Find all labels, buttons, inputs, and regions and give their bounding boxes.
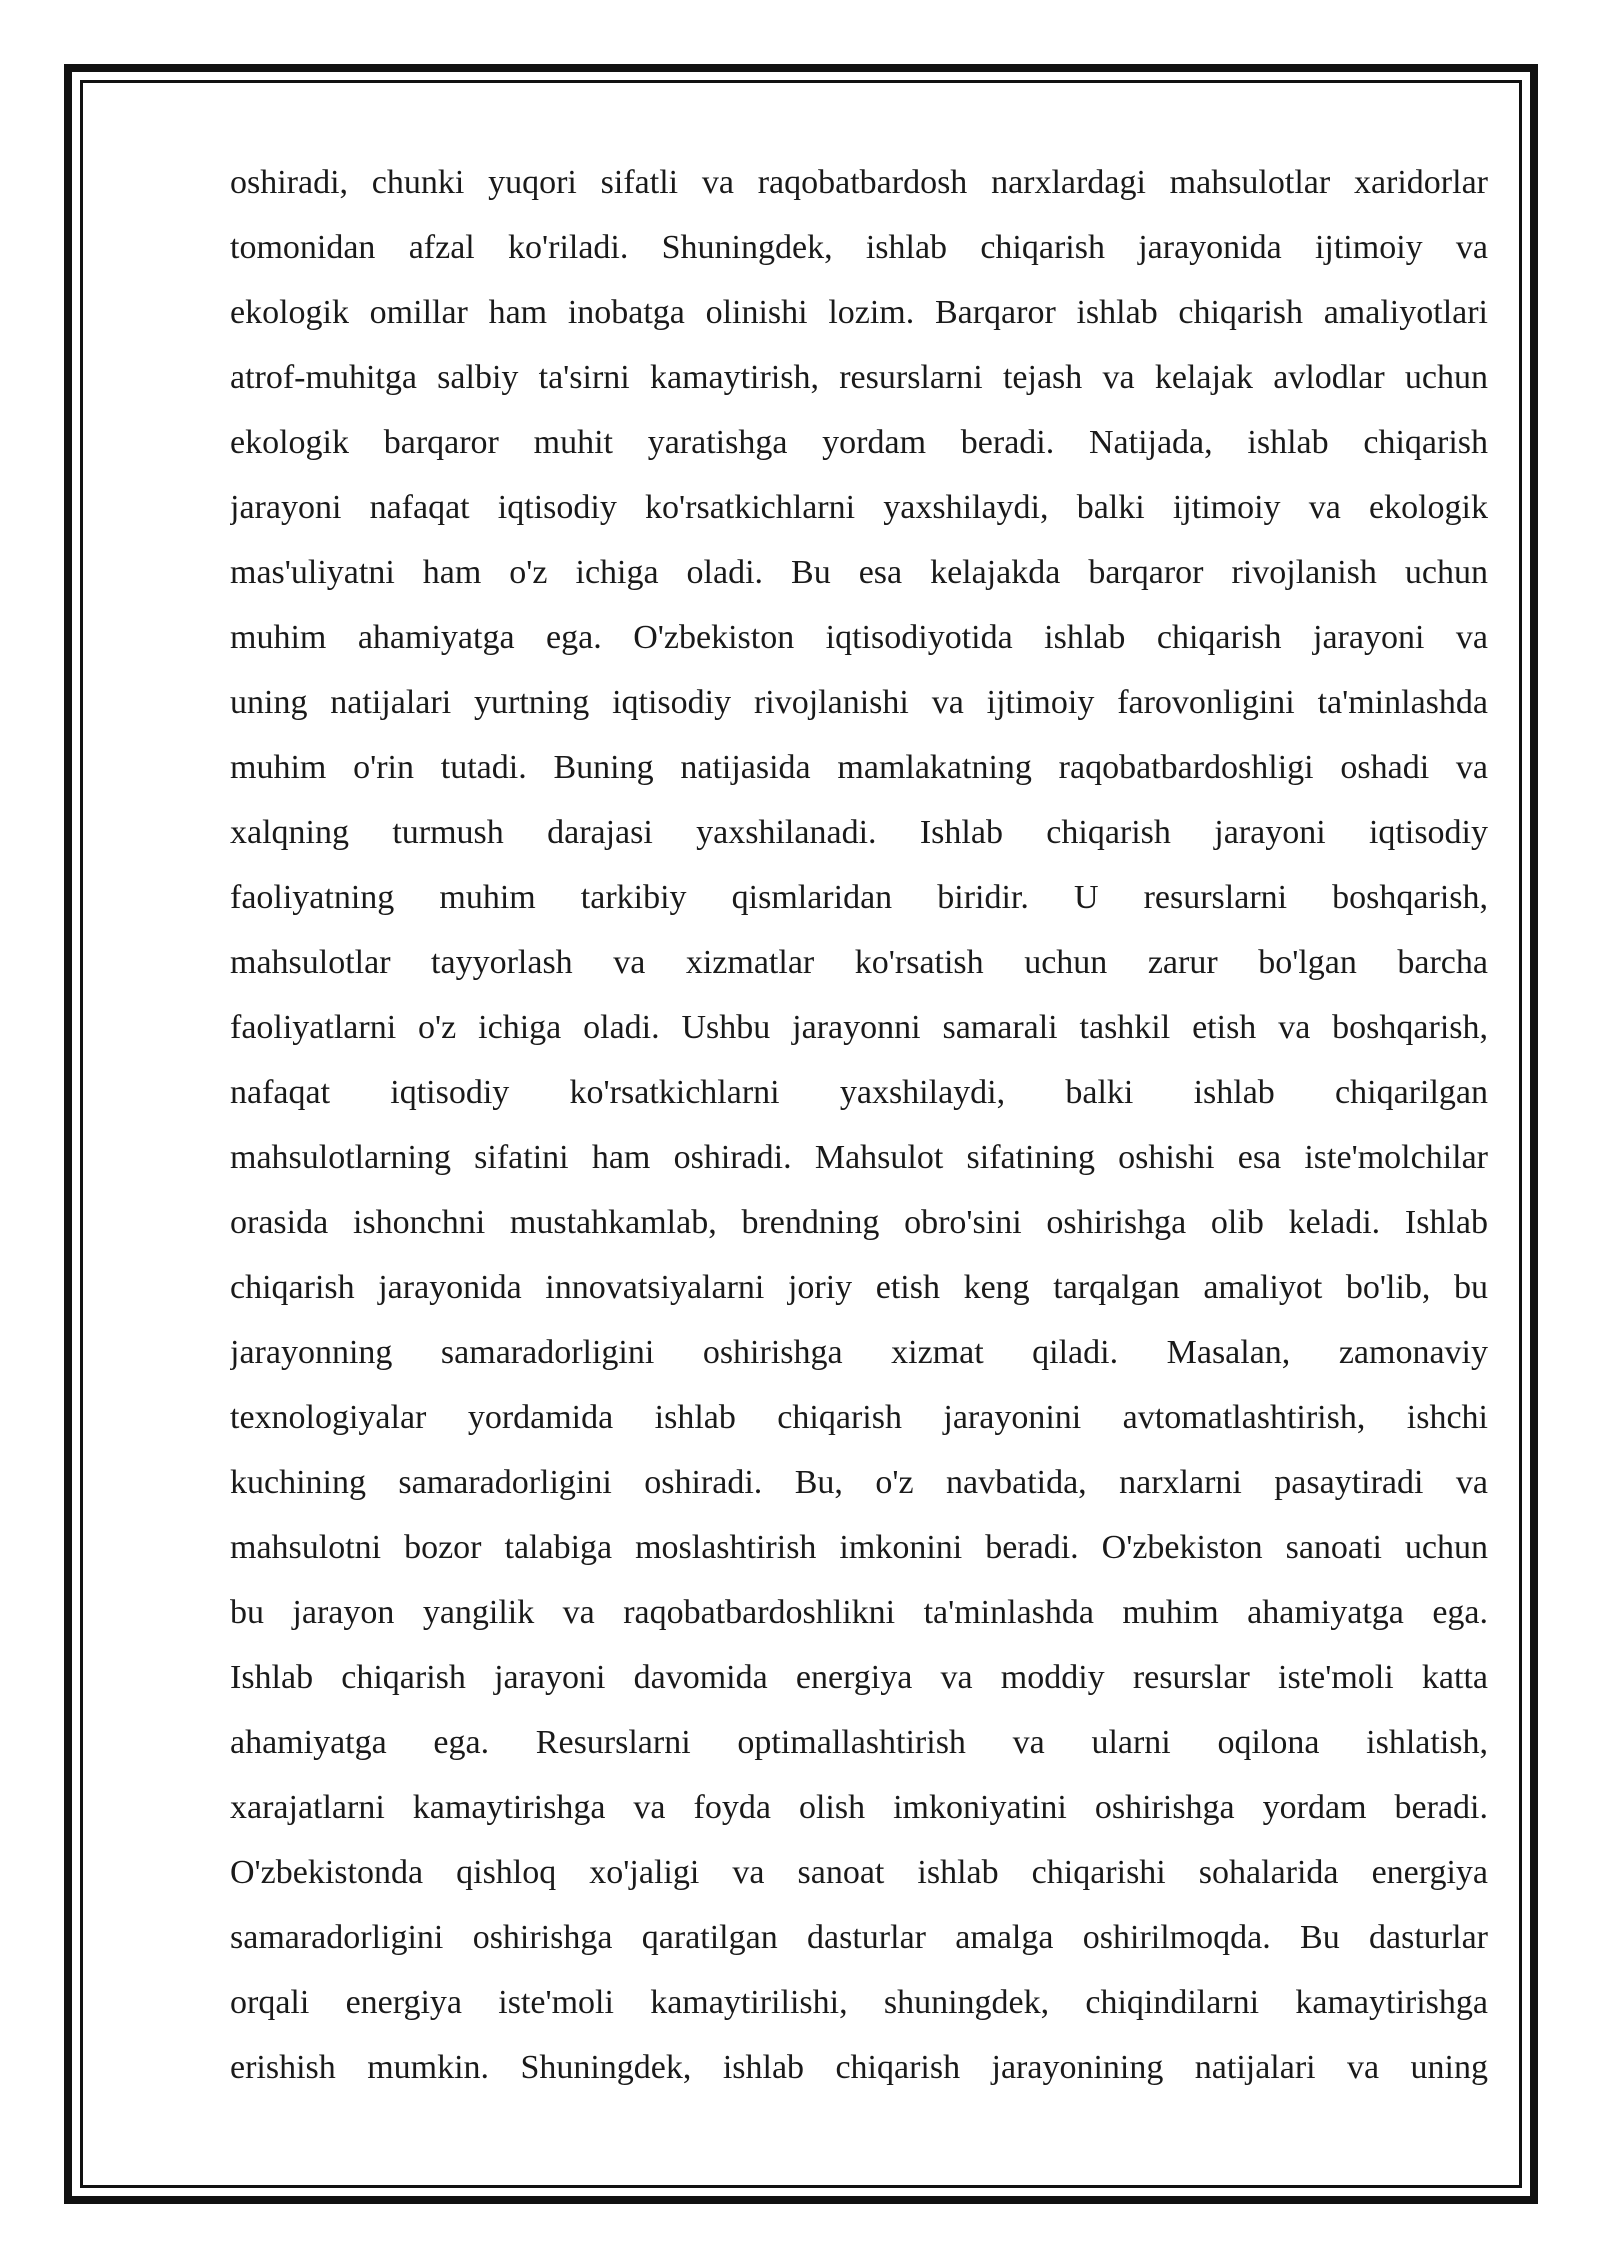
text-line: ekologik barqaror muhit yaratishga yordam beradi. Natijada, ishlab chiqarish — [230, 424, 1488, 461]
body-text — [230, 150, 1488, 2100]
text-line: orqali energiya iste'moli kamaytirilishi, shuningdek, chiqindilarni kamaytirishga — [230, 1984, 1488, 2021]
text-line: tomonidan afzal ko'riladi. Shuningdek, ishlab chiqarish jarayonida ijtimoiy va — [230, 229, 1488, 266]
text-line: Ishlab chiqarish jarayoni davomida energiya va moddiy resurslar iste'moli katta — [230, 1659, 1488, 1696]
text-line: uning natijalari yurtning iqtisodiy rivojlanishi va ijtimoiy farovonligini ta'minlashda — [230, 684, 1488, 721]
text-line: faoliyatning muhim tarkibiy qismlaridan biridir. U resurslarni boshqarish, — [230, 879, 1488, 916]
text-line: muhim ahamiyatga ega. O'zbekiston iqtisodiyotida ishlab chiqarish jarayoni va — [230, 619, 1488, 656]
text-line: orasida ishonchni mustahkamlab, brendning obro'sini oshirishga olib keladi. Ishlab — [230, 1204, 1488, 1241]
text-line: kuchining samaradorligini oshiradi. Bu, o'z navbatida, narxlarni pasaytiradi va — [230, 1464, 1488, 1501]
text-line: ahamiyatga ega. Resurslarni optimallashtirish va ularni oqilona ishlatish, — [230, 1724, 1488, 1761]
text-line: mahsulotlarning sifatini ham oshiradi. Mahsulot sifatining oshishi esa iste'molchilar — [230, 1139, 1488, 1176]
text-line: erishish mumkin. Shuningdek, ishlab chiqarish jarayonining natijalari va uning — [230, 2049, 1488, 2086]
text-line: atrof-muhitga salbiy ta'sirni kamaytirish, resurslarni tejash va kelajak avlodlar uchun — [230, 359, 1488, 396]
text-line: ekologik omillar ham inobatga olinishi lozim. Barqaror ishlab chiqarish amaliyotlari — [230, 294, 1488, 331]
text-line: xalqning turmush darajasi yaxshilanadi. Ishlab chiqarish jarayoni iqtisodiy — [230, 814, 1488, 851]
text-line: O'zbekistonda qishloq xo'jaligi va sanoat ishlab chiqarishi sohalarida energiya — [230, 1854, 1488, 1891]
text-line: chiqarish jarayonida innovatsiyalarni joriy etish keng tarqalgan amaliyot bo'lib, bu — [230, 1269, 1488, 1306]
text-line: bu jarayon yangilik va raqobatbardoshlikni ta'minlashda muhim ahamiyatga ega. — [230, 1594, 1488, 1631]
text-line: texnologiyalar yordamida ishlab chiqarish jarayonini avtomatlashtirish, ishchi — [230, 1399, 1488, 1436]
text-line: mas'uliyatni ham o'z ichiga oladi. Bu esa kelajakda barqaror rivojlanish uchun — [230, 554, 1488, 591]
text-line: mahsulotlar tayyorlash va xizmatlar ko'rsatish uchun zarur bo'lgan barcha — [230, 944, 1488, 981]
text-line: nafaqat iqtisodiy ko'rsatkichlarni yaxshilaydi, balki ishlab chiqarilgan — [230, 1074, 1488, 1111]
text-line: samaradorligini oshirishga qaratilgan dasturlar amalga oshirilmoqda. Bu dasturlar — [230, 1919, 1488, 1956]
text-line: jarayonning samaradorligini oshirishga xizmat qiladi. Masalan, zamonaviy — [230, 1334, 1488, 1371]
text-line: jarayoni nafaqat iqtisodiy ko'rsatkichlarni yaxshilaydi, balki ijtimoiy va ekologik — [230, 489, 1488, 526]
text-line: oshiradi, chunki yuqori sifatli va raqobatbardosh narxlardagi mahsulotlar xaridorlar — [230, 164, 1488, 201]
text-line: muhim o'rin tutadi. Buning natijasida mamlakatning raqobatbardoshligi oshadi va — [230, 749, 1488, 786]
text-line: xarajatlarni kamaytirishga va foyda olish imkoniyatini oshirishga yordam beradi. — [230, 1789, 1488, 1826]
text-line: mahsulotni bozor talabiga moslashtirish imkonini beradi. O'zbekiston sanoati uchun — [230, 1529, 1488, 1566]
text-line: faoliyatlarni o'z ichiga oladi. Ushbu jarayonni samarali tashkil etish va boshqarish, — [230, 1009, 1488, 1046]
